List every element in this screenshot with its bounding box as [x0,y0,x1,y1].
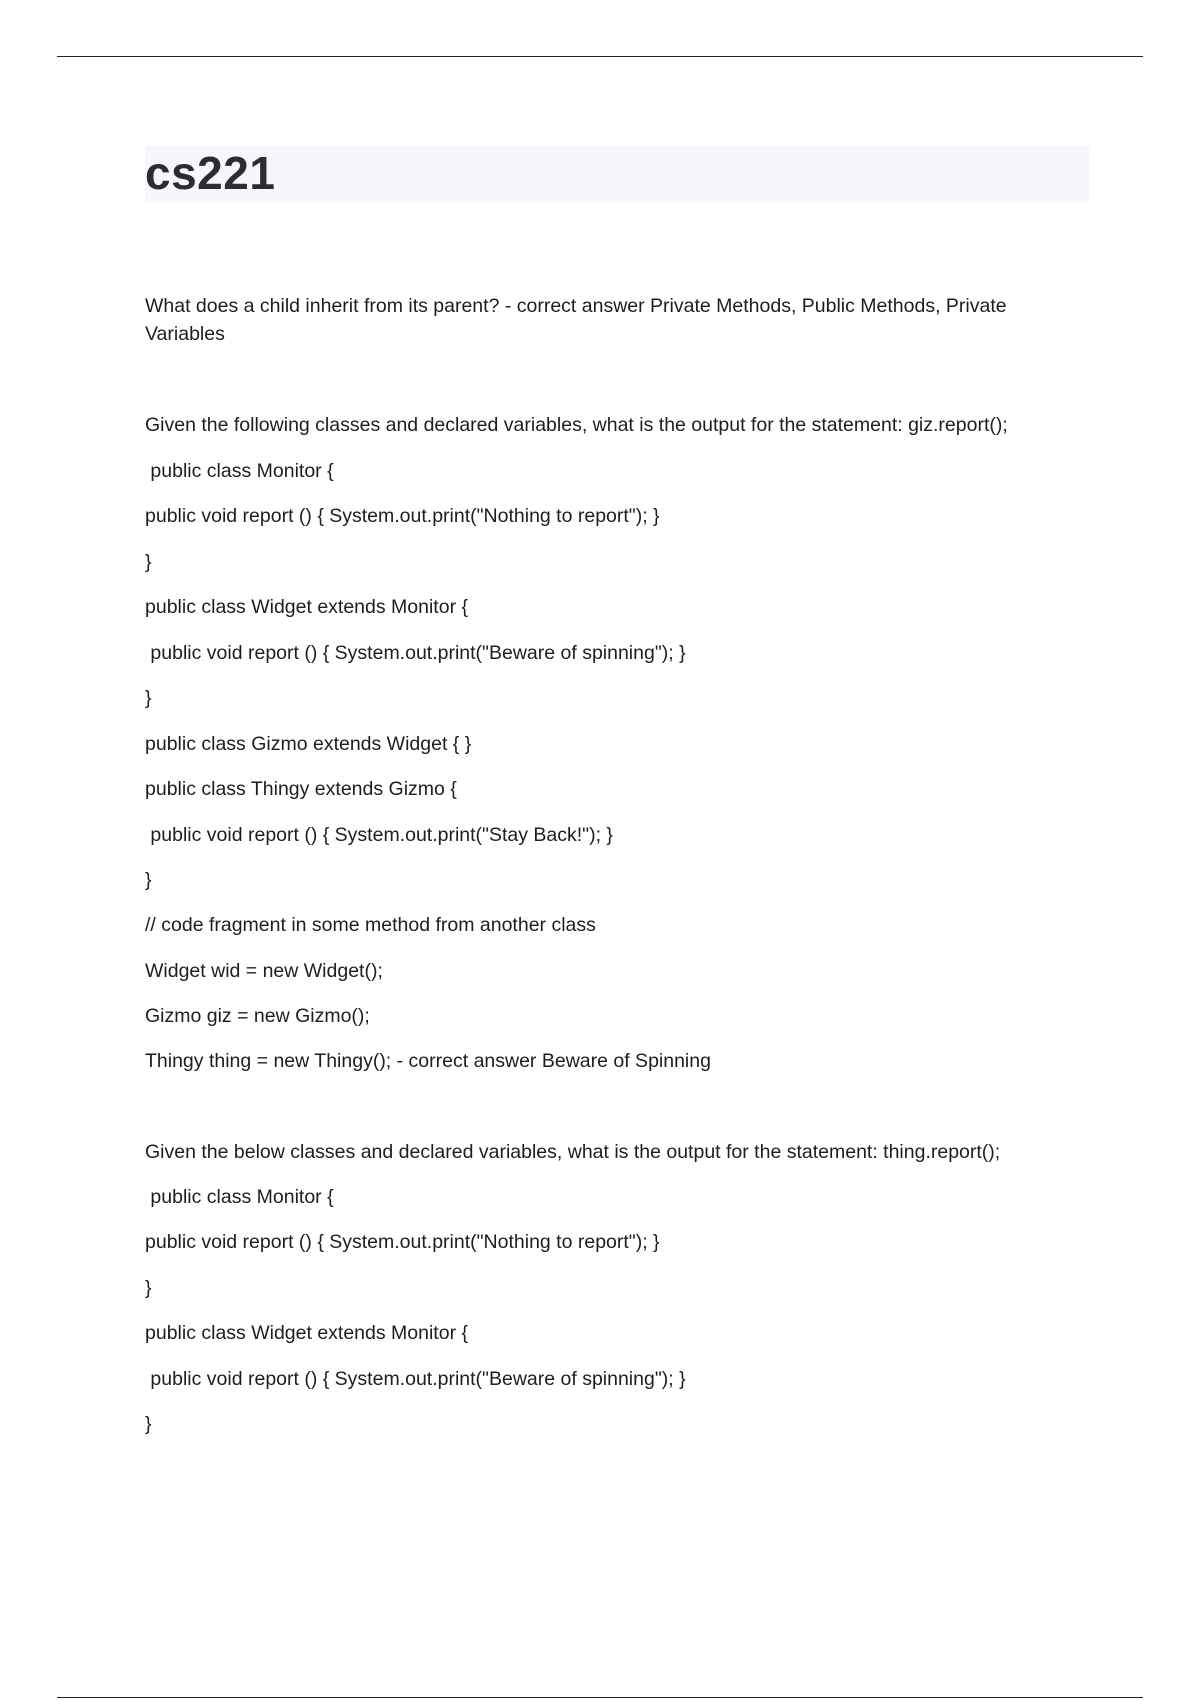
code-line: public class Gizmo extends Widget { } [145,733,472,755]
code-line: public void report () { System.out.print("Stay Back!"); } [145,824,613,846]
code-line: public void report () { System.out.print("Nothing to report"); } [145,505,660,527]
code-line: public class Monitor { [145,460,334,482]
code-line: } [145,1277,152,1299]
code-line: Widget wid = new Widget(); [145,960,383,982]
code-line: public class Monitor { [145,1186,334,1208]
code-line: // code fragment in some method from another class [145,914,596,936]
code-line: } [145,687,152,709]
code-line: } [145,869,152,891]
code-line: Gizmo giz = new Gizmo(); [145,1005,370,1027]
header-rule [57,56,1143,57]
code-line: public class Widget extends Monitor { [145,596,468,618]
question-2-answer: Thingy thing = new Thingy(); - correct answer Beware of Spinning [145,1050,711,1072]
code-line: public class Thingy extends Gizmo { [145,778,457,800]
question-1: What does a child inherit from its parent? - correct answer Private Methods, Public Methods, Private Variables [145,295,1013,345]
code-line: } [145,551,152,573]
code-line: public void report () { System.out.print("Beware of spinning"); } [145,642,686,664]
question-2-prompt: Given the following classes and declared variables, what is the output for the statement: giz.report(); [145,414,1008,436]
code-line: } [145,1413,152,1435]
question-3-prompt: Given the below classes and declared variables, what is the output for the statement: thing.report(); [145,1141,1001,1163]
title-band [145,146,1089,202]
footer-rule [57,1697,1143,1698]
code-line: public void report () { System.out.print("Beware of spinning"); } [145,1368,686,1390]
document-title: cs221 [145,147,276,199]
code-line: public class Widget extends Monitor { [145,1322,468,1344]
code-line: public void report () { System.out.print("Nothing to report"); } [145,1231,660,1253]
